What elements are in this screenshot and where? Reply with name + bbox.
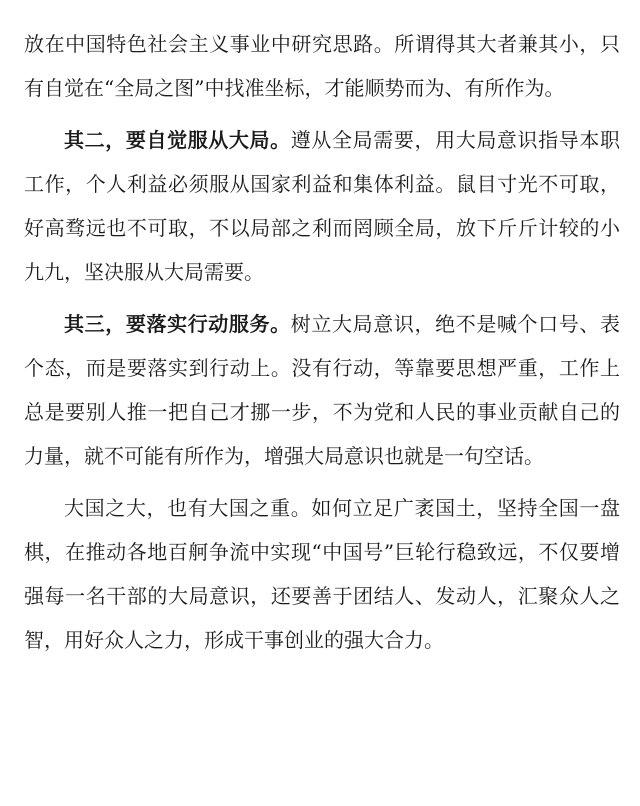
paragraph-continuation — [24, 22, 620, 110]
paragraph-text: 树立大局意识，绝不是喊个口号、表个态，而是要落实到行动上。没有行动，等靠要思想严重，工作上总是要别人推一把自己才挪一步，不为党和人民的事业贡献自己的力量，就不可能有所作为，增强大局意识也就是一句空话。 — [24, 312, 621, 468]
paragraph-lead-heading: 其二，要自觉服从大局。 — [64, 128, 291, 152]
paragraph-point-two — [24, 118, 620, 294]
paragraph-text: 遵从全局需要，用大局意识指导本职工作，个人利益必须服从国家利益和集体利益。鼠目寸光不可取，好高骛远也不可取，不以局部之利而罔顾全局，放下斤斤计较的小九九，坚决服从大局需要。 — [24, 128, 621, 284]
paragraph-text: 大国之大，也有大国之重。如何立足广袤国土，坚持全国一盘棋，在推动各地百舸争流中实现“中国号”巨轮行稳致远，不仅要增强每一名干部的大局意识，还要善于团结人、发动人，汇聚众人之智，用好众人之力，形成干事创业的强大合力。 — [24, 496, 620, 652]
paragraph-text: 放在中国特色社会主义事业中研究思路。所谓得其大者兼其小，只有自觉在“全局之图”中找准坐标，才能顺势而为、有所作为。 — [24, 32, 620, 100]
paragraph-lead-heading: 其三，要落实行动服务。 — [64, 312, 291, 336]
paragraph-conclusion — [24, 486, 620, 662]
article-body — [24, 22, 620, 670]
paragraph-point-three — [24, 302, 620, 478]
